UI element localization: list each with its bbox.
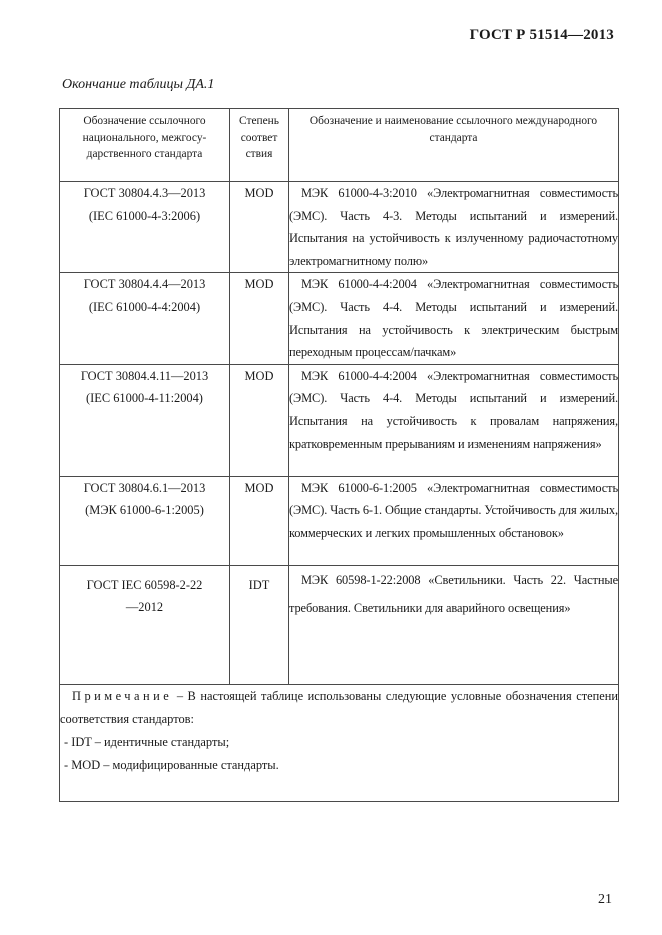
column-header-international: Обозначение и наименование ссылочного международного стандарта: [289, 109, 619, 182]
national-standard-code: ГОСТ 30804.4.11—2013: [80, 368, 209, 383]
table-note: [60, 684, 619, 801]
national-standard-equivalent: —2012: [125, 600, 164, 615]
conformity-degree: MOD: [230, 364, 289, 476]
national-standard-equivalent: (IEC 61000-4-11:2004): [86, 391, 203, 406]
table-row: [60, 565, 619, 684]
note-list: [60, 731, 618, 777]
reference-table: [59, 108, 619, 802]
conformity-degree: MOD: [230, 273, 289, 364]
national-standard-code: ГОСТ 30804.4.4—2013: [83, 277, 206, 292]
national-standard-cell: [60, 364, 230, 476]
international-standard: МЭК 60598-1-22:2008 «Светильники. Часть 22. Частные требования. Светильники для аварийного освещения»: [289, 565, 619, 684]
international-standard: МЭК 61000-4-4:2004 «Электромагнитная совместимость (ЭМС). Часть 4-4. Методы испытаний и измерений. Испытания на устойчивость к провалам напряжения, кратковременным прерываниям и изменениям напряжения»: [289, 364, 619, 476]
list-item: - MOD – модифицированные стандарты.: [64, 757, 279, 772]
note-label: Примечание: [72, 688, 173, 703]
national-standard-cell: [60, 182, 230, 273]
list-item: - IDT – идентичные стандарты;: [64, 734, 230, 749]
national-standard-equivalent: (IEC 61000-4-3:2006): [88, 208, 201, 223]
column-header-degree: Степень соответ ствия: [230, 109, 289, 182]
table-row: [60, 273, 619, 364]
column-header-national: Обозначение ссылочного национального, межгосу-дарственного стандарта: [60, 109, 230, 182]
international-standard: МЭК 61000-4-4:2004 «Электромагнитная совместимость (ЭМС). Часть 4-4. Методы испытаний и измерений. Испытания на устойчивость к электрическим быстрым переходным процессам/пачкам»: [289, 273, 619, 364]
table-row: [60, 182, 619, 273]
note-text: [60, 685, 618, 731]
national-standard-code: ГОСТ IEC 60598-2-22: [86, 577, 203, 592]
note-body: – В настоящей таблице использованы следующие условные обозначения степени соответствия стандартов:: [60, 688, 618, 726]
national-standard-cell: [60, 476, 230, 565]
national-standard-equivalent: (IEC 61000-4-4:2004): [88, 299, 201, 314]
table-header-row: [60, 109, 619, 182]
conformity-degree: MOD: [230, 182, 289, 273]
table-row: [60, 476, 619, 565]
national-standard-code: ГОСТ 30804.6.1—2013: [83, 480, 206, 495]
page-number: 21: [598, 892, 612, 907]
table-note-row: [60, 684, 619, 801]
table-caption: Окончание таблицы ДА.1: [62, 77, 215, 92]
document-header: ГОСТ Р 51514—2013: [469, 27, 614, 43]
international-standard: МЭК 61000-4-3:2010 «Электромагнитная совместимость (ЭМС). Часть 4-3. Методы испытаний и измерений. Испытания на устойчивость к излученному радиочастотному электромагнитному полю»: [289, 182, 619, 273]
national-standard-code: ГОСТ 30804.4.3—2013: [83, 186, 206, 200]
conformity-degree: MOD: [230, 476, 289, 565]
international-standard: МЭК 61000-6-1:2005 «Электромагнитная совместимость (ЭМС). Часть 6-1. Общие стандарты. Устойчивость для жилых, коммерческих и легких промышленных обстановок»: [289, 476, 619, 565]
conformity-degree: IDT: [230, 565, 289, 684]
national-standard-cell: [60, 565, 230, 684]
national-standard-cell: [60, 273, 230, 364]
national-standard-equivalent: (МЭК 61000-6-1:2005): [85, 503, 204, 518]
table-row: [60, 364, 619, 476]
